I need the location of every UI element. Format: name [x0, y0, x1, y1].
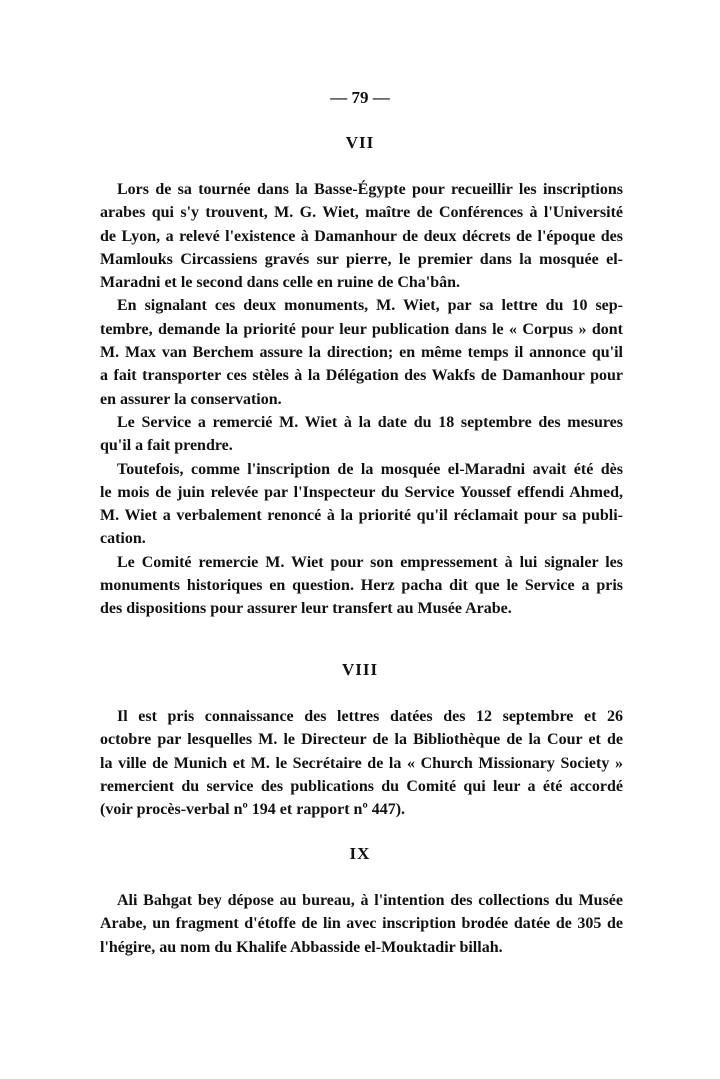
section-ix-body	[100, 889, 623, 959]
text-line: en assurer la conservation.	[100, 390, 282, 408]
paragraph	[100, 294, 623, 410]
text-line: l'hégire, au nom du Khalife Abbasside el-Mouktadir billah.	[100, 938, 503, 956]
text-line: Mamlouks Circassiens gravés sur pierre, le premier dans la mosquée el-	[100, 250, 623, 268]
text-line: a fait transporter ces stèles à la Délégation des Wakfs de Damanhour pour	[100, 367, 623, 385]
text-line: Il est pris connaissance des lettres datées des 12 septembre et 26	[117, 708, 623, 725]
section-heading-ix: IX	[349, 844, 371, 863]
paragraph	[100, 411, 623, 458]
text-line: M. Wiet a verbalement renoncé à la priorité qu'il réclamait pour sa publi-	[100, 507, 623, 525]
section-heading-viii: VIII	[341, 660, 379, 679]
paragraph	[100, 178, 623, 294]
text-line: monuments historiques en question. Herz pacha dit que le Service a pris	[100, 577, 623, 595]
text-line: de Lyon, a relevé l'existence à Damanhour de deux décrets de l'époque des	[100, 227, 623, 245]
section-heading-vii: VII	[345, 133, 375, 152]
text-line: Le Comité remercie M. Wiet pour son empressement à lui signaler les	[117, 553, 623, 571]
text-line: En signalant ces deux monuments, M. Wiet, par sa lettre du 10 sep-	[117, 297, 623, 315]
section-vii-body	[100, 178, 623, 621]
paragraph	[100, 705, 623, 821]
text-line: M. Max van Berchem assure la direction; en même temps il annonce qu'il	[100, 344, 623, 362]
text-line: Lors de sa tournée dans la Basse-Égypte pour recueillir les inscriptions	[117, 181, 623, 198]
paragraph	[100, 551, 623, 621]
text-line: cation.	[100, 530, 146, 548]
text-line: des dispositions pour assurer leur transfert au Musée Arabe.	[100, 600, 512, 618]
text-line: le mois de juin relevée par l'Inspecteur du Service Youssef effendi Ahmed,	[100, 483, 623, 501]
text-line: remercient du service des publications du Comité qui leur a été accordé	[100, 777, 623, 795]
text-line: arabes qui s'y trouvent, M. G. Wiet, maître de Conférences à l'Université	[100, 204, 623, 222]
paragraph	[100, 458, 623, 551]
text-line: Maradni et le second dans celle en ruine de Cha'bân.	[100, 274, 461, 292]
text-line: (voir procès-verbal nº 194 et rapport nº 447).	[100, 801, 406, 819]
text-line: Le Service a remercié M. Wiet à la date du 18 septembre des mesures	[117, 413, 623, 431]
text-line: Toutefois, comme l'inscription de la mosquée el-Maradni avait été dès	[117, 460, 623, 478]
text-line: Ali Bahgat bey dépose au bureau, à l'intention des collections du Musée	[117, 892, 623, 909]
text-line: qu'il a fait prendre.	[100, 437, 233, 455]
section-viii-body	[100, 705, 623, 821]
paragraph	[100, 889, 623, 959]
page-number: — 79 —	[330, 88, 390, 107]
text-line: la ville de Munich et M. le Secrétaire de la « Church Missionary Society »	[100, 754, 623, 772]
text-line: octobre par lesquelles M. le Directeur de la Bibliothèque de la Cour et de	[100, 731, 623, 749]
text-line: tembre, demande la priorité pour leur publication dans le « Corpus » dont	[100, 320, 623, 338]
text-line: Arabe, un fragment d'étoffe de lin avec inscription brodée datée de 305 de	[100, 915, 623, 933]
